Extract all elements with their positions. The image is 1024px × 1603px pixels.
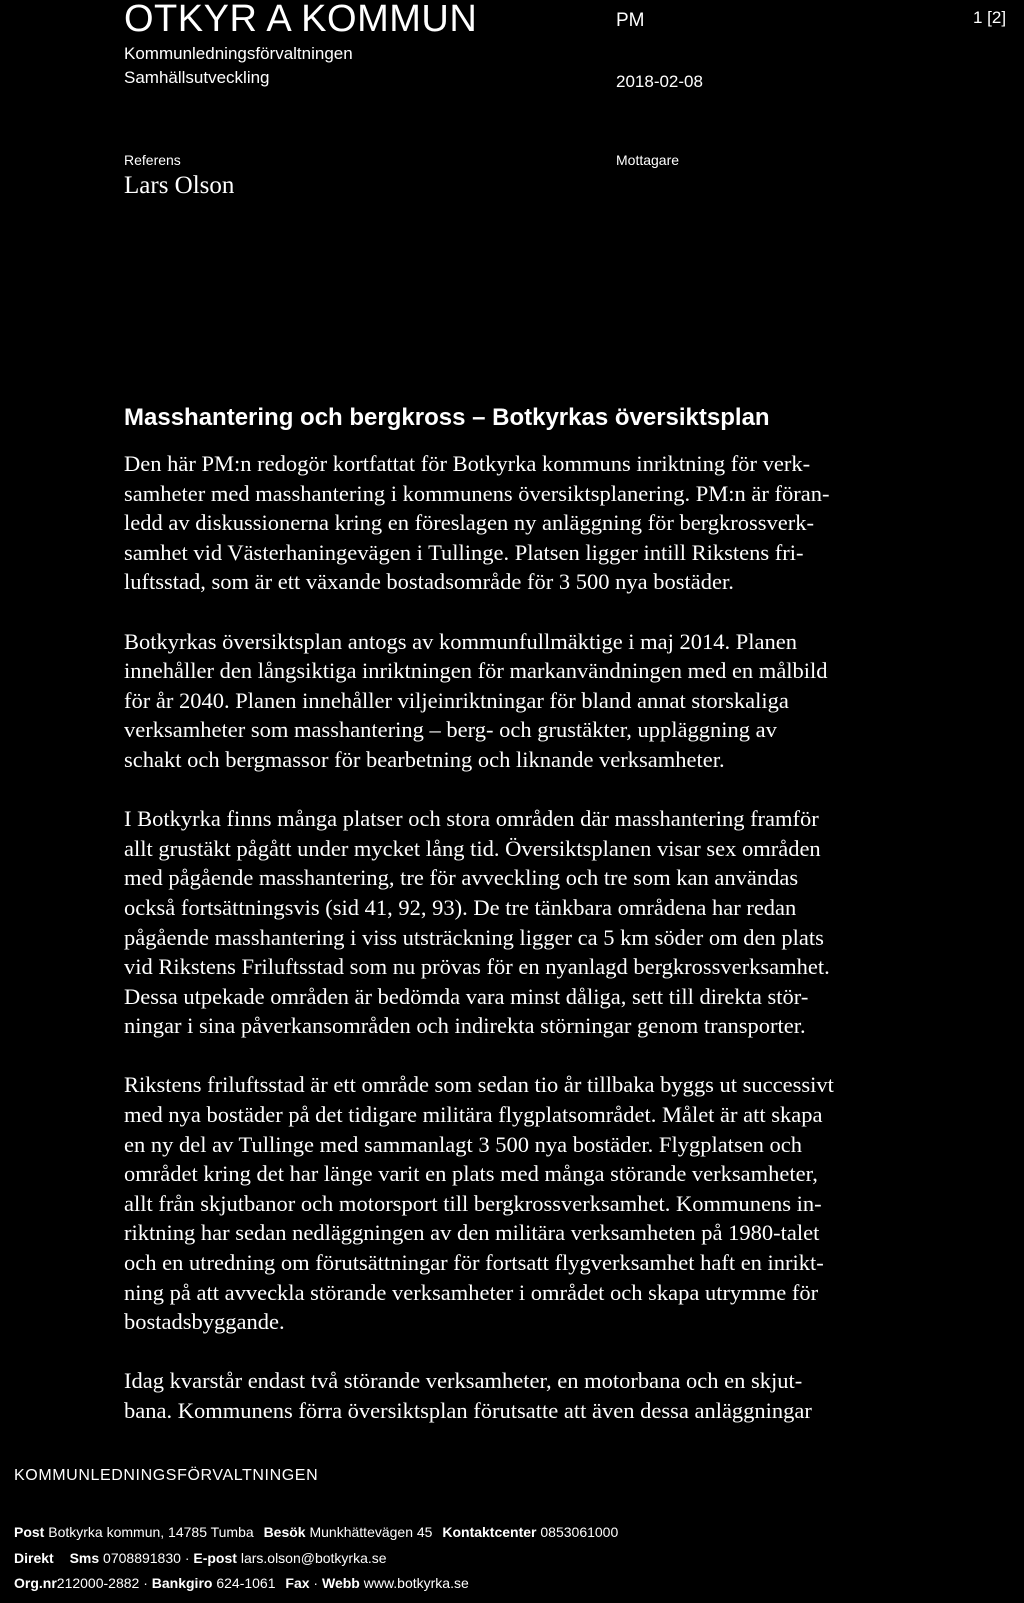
text-line: I Botkyrka finns många platser och stora områden där masshantering framför <box>124 806 819 832</box>
text-line: innehåller den långsiktiga inriktningen för markanvändningen med en målbild <box>124 658 828 684</box>
bankgiro-value: 624-1061 <box>216 1575 276 1591</box>
visit-value: Munkhättevägen 45 <box>309 1524 433 1540</box>
unit-name: Samhällsutveckling <box>124 68 270 87</box>
text-line: Idag kvarstår endast två störande verksamheter, en motorbana och en skjut- <box>124 1368 803 1394</box>
text-line: ningar i sina påverkansområden och indirekta störningar genom transporter. <box>124 1013 806 1039</box>
department-name: Kommunledningsförvaltningen <box>124 44 353 63</box>
text-line: allt grustäkt pågått under mycket lång tid. Översiktsplanen visar sex områden <box>124 835 821 861</box>
web-link[interactable]: www.botkyrka.se <box>363 1575 469 1591</box>
reference-label: Referens <box>124 152 181 168</box>
recipient-label: Mottagare <box>616 152 680 168</box>
post-value: Botkyrka kommun, 14785 Tumba <box>48 1524 254 1540</box>
visit-label: Besök <box>263 1524 306 1540</box>
post-label: Post <box>14 1524 45 1540</box>
text-line: bana. Kommunens förra översiktsplan förutsatte att även dessa anläggningar <box>124 1398 812 1423</box>
contact-center-value: 0853061000 <box>540 1524 619 1540</box>
document-date: 2018-02-08 <box>616 72 703 91</box>
document-title: Masshantering och bergkross – Botkyrkas översiktsplan <box>124 404 770 431</box>
text-line: luftsstad, som är ett växande bostadsområde för 3 500 nya bostäder. <box>124 569 734 595</box>
separator: · <box>184 1550 190 1566</box>
bankgiro-label: Bankgiro <box>151 1575 213 1591</box>
reference-name: Lars Olson <box>124 172 235 199</box>
text-line: med nya bostäder på det tidigare militära flygplatsområdet. Målet är att skapa <box>124 1102 823 1128</box>
text-line: samheter med masshantering i kommunens översiktsplanering. PM:n är föran- <box>124 480 830 506</box>
orgnr-value: 212000-2882 <box>56 1575 140 1591</box>
text-line: och en utredning om förutsättningar för fortsatt flygverksamhet haft en inrikt- <box>124 1250 824 1276</box>
text-line: för år 2040. Planen innehåller viljeinriktningar för bland annat storskaliga <box>124 687 789 713</box>
text-line: Dessa utpekade områden är bedömda vara minst dåliga, sett till direkta stör- <box>124 983 809 1009</box>
text-line: riktning har sedan nedläggningen av den militära verksamheten på 1980-talet <box>124 1220 820 1246</box>
text-line: pågående masshantering i viss utsträckning ligger ca 5 km söder om den plats <box>124 924 824 950</box>
text-line: ledd av diskussionerna kring en föreslagen ny anläggning för bergkrossverk- <box>124 510 815 536</box>
document-type: PM <box>616 10 645 31</box>
text-line: vid Rikstens Friluftsstad som nu prövas för en nyanlagd bergkrossverksamhet. <box>124 954 830 980</box>
separator: · <box>143 1575 148 1591</box>
contact-center-label: Kontaktcenter <box>442 1524 537 1540</box>
separator: · <box>313 1575 319 1591</box>
text-line: Botkyrkas översiktsplan antogs av kommunfullmäktige i maj 2014. Planen <box>124 628 798 654</box>
text-line: bostadsbyggande. <box>124 1309 285 1335</box>
footer-contact-line-1 <box>14 1524 618 1540</box>
text-line: en ny del av Tullinge med sammanlagt 3 500 nya bostäder. Flygplatsen och <box>124 1131 803 1157</box>
sms-value: 0708891830 <box>103 1550 181 1566</box>
text-line: schakt och bergmassor för bearbetning och liknande verksamheter. <box>124 746 725 772</box>
page-number: 1 [2] <box>973 8 1007 27</box>
paragraph <box>124 449 904 597</box>
text-line: ning på att avveckla störande verksamheter i området och skapa utrymme för <box>124 1279 819 1305</box>
paragraph <box>124 627 904 775</box>
text-line: området kring det har länge varit en plats med många störande verksamheter, <box>124 1161 818 1187</box>
text-line: också fortsättningsvis (sid 41, 92, 93). De tre tänkbara områdena har redan <box>124 894 797 920</box>
email-link[interactable]: lars.olson@botkyrka.se <box>240 1550 387 1566</box>
organization-name: OTKYR A KOMMUN <box>124 0 478 40</box>
text-line: med pågående masshantering, tre för avveckling och tre som kan användas <box>124 865 799 891</box>
footer-department: KOMMUNLEDNINGSFÖRVALTNINGEN <box>14 1467 319 1484</box>
text-line: verksamheter som masshantering – berg- och grustäkter, uppläggning av <box>124 717 777 743</box>
text-line: Den här PM:n redogör kortfattat för Botkyrka kommuns inriktning för verk- <box>124 451 811 476</box>
fax-label: Fax <box>285 1575 310 1591</box>
text-line: Rikstens friluftsstad är ett område som sedan tio år tillbaka byggs ut successivt <box>124 1072 834 1098</box>
web-label: Webb <box>321 1575 360 1591</box>
footer-contact-line-3 <box>14 1575 469 1591</box>
text-line: samhet vid Västerhaningevägen i Tullinge. Platsen ligger intill Rikstens fri- <box>124 539 804 565</box>
direct-label: Direkt <box>14 1550 54 1566</box>
email-label: E-post <box>193 1550 237 1566</box>
sms-label: Sms <box>69 1550 100 1566</box>
text-line: allt från skjutbanor och motorsport till bergkrossverksamhet. Kommunens in- <box>124 1190 822 1216</box>
orgnr-label: Org.nr <box>14 1575 57 1591</box>
paragraph <box>124 1070 904 1336</box>
document-body <box>124 449 904 1455</box>
paragraph <box>124 1366 904 1425</box>
footer-contact-line-2 <box>14 1550 387 1566</box>
paragraph <box>124 804 904 1041</box>
